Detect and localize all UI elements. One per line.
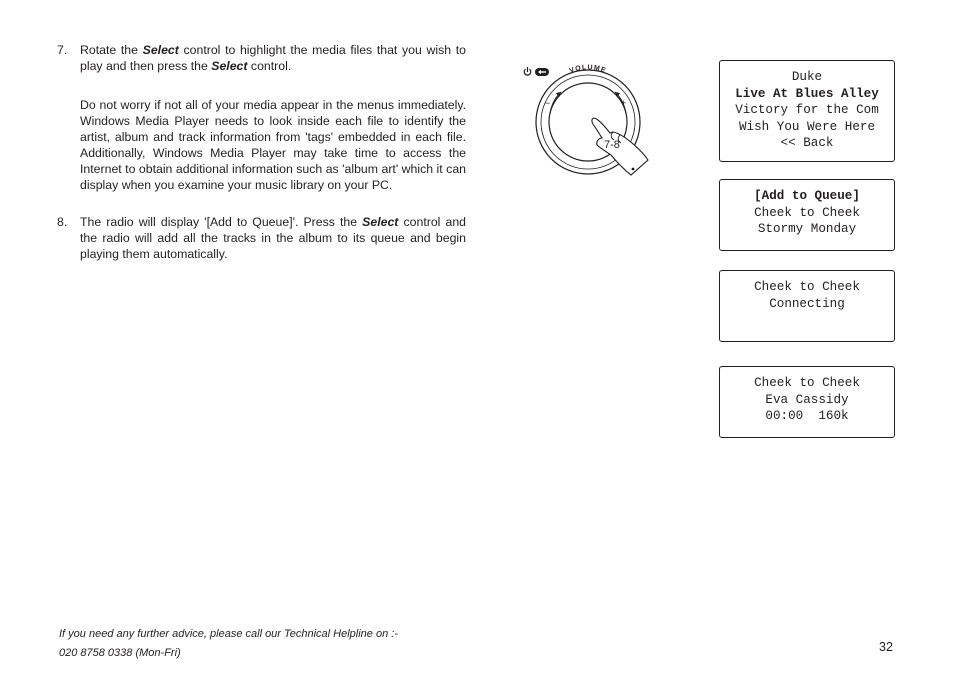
- lcd-line: Cheek to Cheek: [754, 280, 860, 294]
- volume-label: VOLUME: [568, 64, 608, 75]
- step-8: [57, 214, 466, 262]
- power-icon: [524, 67, 531, 75]
- page-number: 32: [879, 640, 893, 654]
- lcd-display-album-menu: [719, 60, 895, 162]
- lcd-line: Cheek to Cheek: [754, 376, 860, 390]
- lcd-line: Victory for the Com: [735, 103, 879, 117]
- lcd-line-highlighted: Live At Blues Alley: [735, 86, 879, 101]
- lcd-line: Stormy Monday: [757, 222, 857, 236]
- lcd-display-add-to-queue: [719, 179, 895, 251]
- select-control-name: Select: [362, 215, 399, 229]
- step-7: [57, 42, 466, 193]
- svg-text:VOLUME: [569, 64, 608, 75]
- helpline-phone-number: 020 8758 0338 (Mon-Fri): [59, 647, 181, 659]
- volume-minus-sign: −: [545, 98, 551, 108]
- media-tags-note: Do not worry if not all of your media appear in the menus immediately. Windows Media Player needs to look inside each file to identify the artist, album and track information from 'tags' embedded in each file. Additionally, Windows Media Player may take time to access the Internet to obtain additional information such as 'album art' which it can display when you examine your music library on your PC.: [80, 98, 466, 192]
- step-number: 7.: [57, 43, 68, 57]
- step-8-instruction: The radio will display '[Add to Queue]'. Press the Select control and the radio will add all the tracks in the album to its queue and begin playing them automatically.: [80, 215, 466, 261]
- lcd-display-connecting: [719, 270, 895, 342]
- lcd-display-now-playing: [719, 366, 895, 438]
- step-7-instruction: Rotate the Select control to highlight the media files that you wish to play and then press the Select control.: [80, 43, 466, 73]
- select-control-name: Select: [142, 43, 179, 57]
- lcd-line: 00:00 160k: [765, 409, 849, 423]
- step-callout-label: 7-8: [604, 139, 620, 151]
- select-control-name: Select: [211, 59, 248, 73]
- step-number: 8.: [57, 215, 68, 229]
- volume-select-knob-illustration: [520, 62, 655, 177]
- lcd-line: Duke: [791, 70, 823, 84]
- lcd-line: << Back: [780, 136, 834, 150]
- lcd-line: Wish You Were Here: [738, 119, 876, 134]
- lcd-line: Eva Cassidy: [765, 392, 849, 407]
- lcd-line: Cheek to Cheek: [754, 205, 860, 220]
- lcd-line-highlighted: [Add to Queue]: [754, 189, 860, 203]
- volume-plus-sign: +: [621, 98, 627, 108]
- back-icon: [535, 68, 549, 76]
- helpline-footer-text: If you need any further advice, please call our Technical Helpline on :-: [59, 628, 398, 640]
- lcd-line: Connecting: [769, 296, 845, 311]
